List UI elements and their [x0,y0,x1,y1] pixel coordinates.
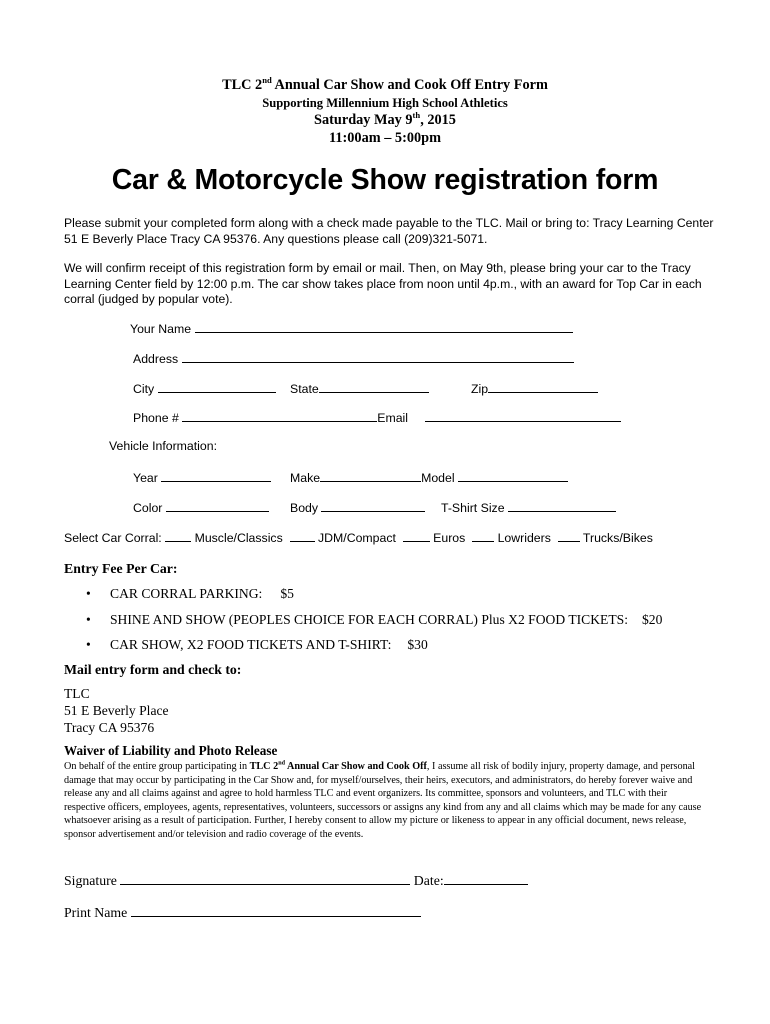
make-label: Make [290,471,321,485]
mail-line-1: TLC [64,686,90,701]
city-input[interactable] [158,381,276,393]
fee-item-label: CAR SHOW, X2 FOOD TICKETS AND T-SHIRT: [110,637,392,652]
event-title [0,75,770,93]
state-input[interactable] [319,381,429,393]
waiver-event-sup: nd [278,760,285,767]
event-title-sup: nd [262,75,272,86]
corral-checkbox-muscle[interactable] [165,530,191,542]
color-row [133,500,269,514]
fee-item-price: $30 [407,637,428,652]
entry-fee-heading: Entry Fee Per Car: [64,561,178,576]
corral-option-jdm: JDM/Compact [318,531,396,545]
fee-item-label: CAR CORRAL PARKING: [110,586,263,601]
corral-row [64,530,653,544]
mail-line-2: 51 E Beverly Place [64,703,169,718]
form-title: Car & Motorcycle Show registration form [111,164,659,196]
make-row [290,470,568,484]
bullet-icon: • [86,637,91,652]
corral-checkbox-lowriders[interactable] [472,530,494,542]
event-time: 11:00am – 5:00pm [329,130,441,146]
event-date-part: Saturday May 9 [314,112,413,128]
make-input[interactable] [320,470,421,482]
year-input[interactable] [161,470,271,482]
city-label-row [133,381,276,395]
state-label: State [290,382,319,396]
fee-item [86,613,662,627]
date-label: Date: [413,873,444,888]
corral-label: Select Car Corral: [64,531,162,545]
fee-item [86,638,428,652]
email-label: Email [377,411,408,425]
corral-option-euros: Euros [433,531,466,545]
your-name-row [130,321,573,335]
bullet-icon: • [86,586,91,601]
fee-item-price: $5 [280,586,294,601]
phone-label: Phone # [133,411,179,425]
corral-checkbox-jdm[interactable] [290,530,315,542]
mail-line-3: Tracy CA 95376 [64,720,155,735]
address-row [133,351,574,365]
body-row [290,500,425,514]
tshirt-label: T-Shirt Size [441,501,505,515]
fee-item-price: $20 [642,612,663,627]
print-name-label: Print Name [64,905,128,920]
address-input[interactable] [182,351,574,363]
waiver-text-start: On behalf of the entire group participating in [64,761,250,772]
corral-option-muscle: Muscle/Classics [194,531,283,545]
bullet-icon: • [86,612,91,627]
intro-paragraph-1: Please submit your completed form along with a check made payable to the TLC. Mail or bring to: Tracy Learning Center 51 E Beverly Place Tracy CA 95376. Any questions please call (209)321-5071. [64,216,714,246]
waiver-event-name-rest: Annual Car Show and Cook Off [284,761,427,772]
signature-label: Signature [64,873,117,888]
tshirt-row [441,500,616,514]
event-date [0,110,770,128]
event-date-rest: , 2015 [420,112,456,128]
corral-option-trucks: Trucks/Bikes [582,531,653,545]
state-label-row [290,381,429,395]
email-input[interactable] [425,410,621,422]
print-name-row [64,904,421,920]
event-title-part: TLC 2 [222,77,263,93]
tshirt-input[interactable] [508,500,616,512]
model-label: Model [421,471,455,485]
model-input[interactable] [458,470,568,482]
email-row [425,410,621,424]
event-subtitle: Supporting Millennium High School Athletics [262,96,508,110]
print-name-input[interactable] [131,904,421,917]
mail-heading: Mail entry form and check to: [64,662,242,677]
color-label: Color [133,501,163,515]
zip-label: Zip [471,382,489,396]
intro-paragraph-2: We will confirm receipt of this registration form by email or mail. Then, on May 9th, please bring your car to the Tracy Learning Center field by 12:00 p.m. The car show takes place from noon until 4p.m., with an award for Top Car in each corral (judged by popular vote). [64,261,702,306]
phone-input[interactable] [182,410,377,422]
body-label: Body [290,501,319,515]
zip-label-row [471,381,598,395]
city-label: City [133,382,155,396]
fee-item-label: SHINE AND SHOW (PEOPLES CHOICE FOR EACH CORRAL) Plus X2 FOOD TICKETS: [110,612,628,627]
fee-item [86,587,294,601]
vehicle-info-label: Vehicle Information: [109,439,217,453]
event-date-sup: th [412,110,421,121]
phone-row [133,410,408,424]
waiver-event-name: TLC 2 [249,761,279,772]
zip-input[interactable] [488,381,598,393]
corral-option-lowriders: Lowriders [497,531,551,545]
event-title-rest: Annual Car Show and Cook Off Entry Form [271,77,548,93]
waiver-text [64,760,704,842]
signature-input[interactable] [120,872,410,885]
address-label: Address [133,352,179,366]
your-name-label: Your Name [130,322,192,336]
signature-row [64,872,528,888]
year-row [133,470,271,484]
year-label: Year [133,471,158,485]
color-input[interactable] [166,500,269,512]
your-name-input[interactable] [195,321,573,333]
corral-checkbox-euros[interactable] [403,530,430,542]
date-input[interactable] [444,872,528,885]
waiver-text-rest: , I assume all risk of bodily injury, property damage, and personal damage that may occur by participating in the Car Show and, for myself/ourselves, their heirs, executors, and administrators, do hereby forever waive and release any and all claims against and agree to hold harmless TLC and event organizers. Its committee, sponsors and volunteers, and TLC with their respective officers, employees, agents, representatives, volunteers, successors or assigns any kind from any and all claims which may be made for any cause whatsoever arising as a result of participation. Further, I hereby consent to allow my picture or likeness to appear in any official document, news release, sponsor advertisement and/or television and radio coverage of the events. [64,761,702,840]
body-input[interactable] [321,500,425,512]
waiver-heading: Waiver of Liability and Photo Release [64,743,278,758]
corral-checkbox-trucks[interactable] [558,530,580,542]
